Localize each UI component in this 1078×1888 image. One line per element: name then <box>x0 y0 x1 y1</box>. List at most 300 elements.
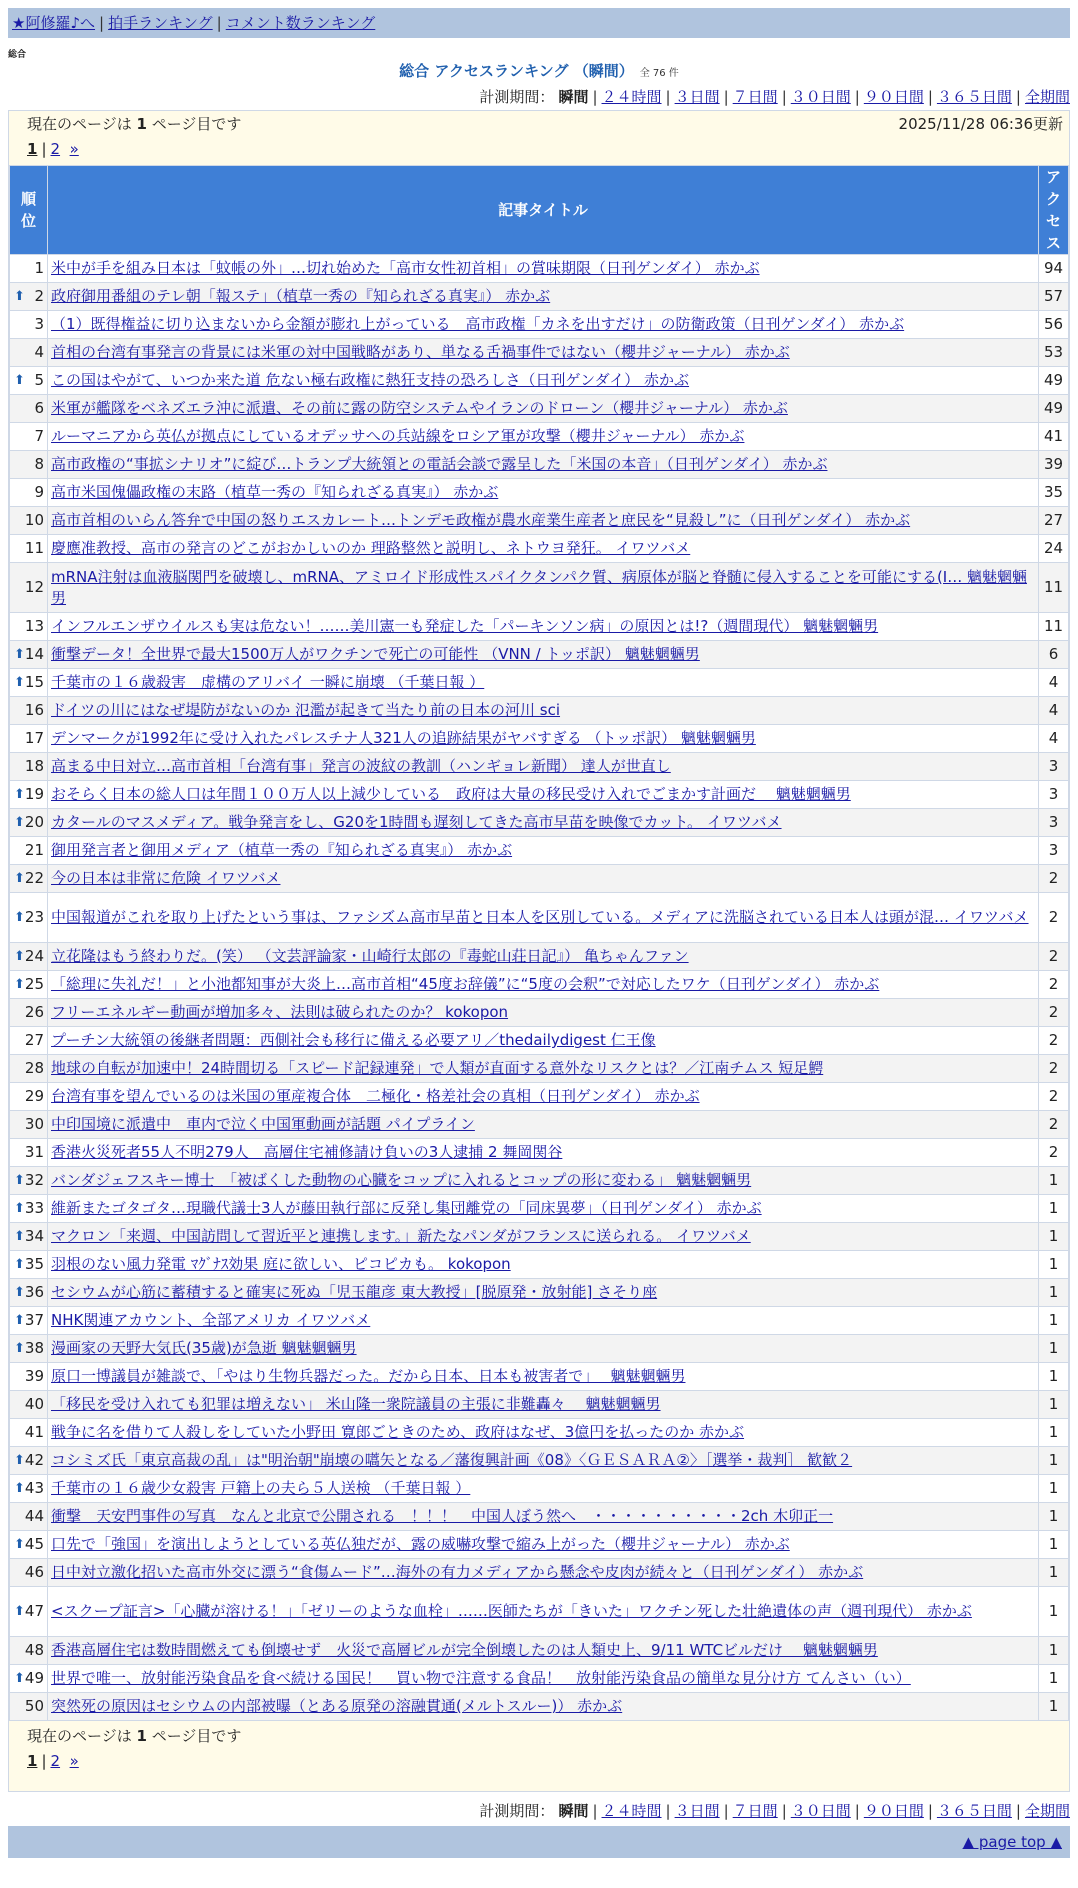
article-link[interactable]: おそらく日本の総人口は年間１００万人以上減少している 政府は大量の移民受け入れでごまかす計画だ 魑魅魍魎男 <box>51 785 851 803</box>
access-count: 57 <box>1039 283 1069 311</box>
article-link[interactable]: mRNA注射は血液脳関門を破壊し、mRNA、アミロイド形成性スパイクタンパク質、病原体が脳と脊髄に侵入することを可能にする(I… 魑魅魍魎男 <box>51 567 1027 607</box>
title-cell <box>48 1307 1039 1335</box>
article-link[interactable]: （1）既得権益に切り込まないから金額が膨れ上がっている 高市政権「カネを出すだけ」の防衛政策（日刊ゲンダイ） 赤かぶ <box>51 315 905 333</box>
rank-cell <box>10 1693 48 1721</box>
rank-cell <box>10 1083 48 1111</box>
rank-cell <box>10 311 48 339</box>
table-row <box>10 1055 1069 1083</box>
table-row <box>10 893 1069 943</box>
rank-cell <box>10 809 48 837</box>
title-cell <box>48 339 1039 367</box>
article-link[interactable]: バンダジェフスキー博士 「被ばくした動物の心臓をコップに入れるとコップの形に変わる」 魑魅魍魎男 <box>51 1171 752 1189</box>
page-info-bottom: 現在のページは 1 ページ目です <box>27 1727 242 1745</box>
article-link[interactable]: 中国報道がこれを取り上げたという事は、ファシズム高市早苗と日本人を区別している。メディアに洗脳されている日本人は頭が混… イワツバメ <box>51 908 1029 926</box>
page-footer <box>9 1721 1069 1775</box>
title-cell <box>48 311 1039 339</box>
rank-cell <box>10 563 48 613</box>
article-link[interactable]: ドイツの川にはなぜ堤防がないのか 氾濫が起きて当たり前の日本の河川 sci <box>51 701 561 719</box>
article-link[interactable]: 立花隆はもう終わりだ。(笑） （文芸評論家・山崎行太郎の『毒蛇山荘日記』） 亀ちゃんファン <box>51 947 689 965</box>
clap-ranking-link[interactable]: 拍手ランキング <box>108 14 213 32</box>
period-link-3d[interactable]: ３日間 <box>674 88 720 106</box>
title-cell <box>48 1363 1039 1391</box>
rank-up-arrow-icon: ⬆ <box>14 1481 25 1496</box>
rank-up-arrow-icon: ⬆ <box>14 1671 25 1686</box>
article-link[interactable]: 米軍が艦隊をベネズエラ沖に派遣、その前に露の防空システムやイランのドローン（櫻井ジャーナル） 赤かぶ <box>51 399 788 417</box>
table-row <box>10 753 1069 781</box>
rank-number: 17 <box>24 729 44 747</box>
title-cell <box>48 837 1039 865</box>
rank-number: 40 <box>24 1395 44 1413</box>
article-link[interactable]: 地球の自転が加速中！24時間切る「スピード記録連発」で人類が直面する意外なリスクとは？／江南チムス 短足鰐 <box>51 1059 824 1077</box>
table-row <box>10 613 1069 641</box>
title-cell <box>48 563 1039 613</box>
rank-number: 29 <box>24 1087 44 1105</box>
rank-cell <box>10 1111 48 1139</box>
period-link-24h[interactable]: ２４時間 <box>601 1802 662 1820</box>
period-link-7d[interactable]: ７日間 <box>732 88 778 106</box>
rank-cell <box>10 451 48 479</box>
article-link[interactable]: 中印国境に派遣中 車内で泣く中国軍動画が話題 パイプライン <box>51 1115 475 1133</box>
access-count: 1 <box>1039 1419 1069 1447</box>
article-link[interactable]: 日中対立激化招いた高市外交に漂う“食傷ムード”…海外の有力メディアから懸念や皮肉が続々と（日刊ゲンダイ） 赤かぶ <box>51 1563 864 1581</box>
rank-cell <box>10 1139 48 1167</box>
table-row <box>10 809 1069 837</box>
rank-up-arrow-icon: ⬆ <box>14 675 25 690</box>
title-cell <box>48 999 1039 1027</box>
rank-cell <box>10 669 48 697</box>
rank-up-arrow-icon: ⬆ <box>14 1229 25 1244</box>
rank-cell <box>10 1251 48 1279</box>
rank-cell <box>10 1307 48 1335</box>
rank-number: 33 <box>24 1199 44 1217</box>
rank-cell <box>10 479 48 507</box>
article-link[interactable]: 世界で唯一、放射能汚染食品を食べ続ける国民！ 買い物で注意する食品！ 放射能汚染食品の簡単な見分け方 てんさい（い） <box>51 1669 911 1687</box>
rank-cell <box>10 1637 48 1665</box>
article-link[interactable]: セシウムが心筋に蓄積すると確実に死ぬ「児玉龍彦 東大教授」[脱原発・放射能] さそり座 <box>51 1283 658 1301</box>
title-cell <box>48 943 1039 971</box>
table-row <box>10 1167 1069 1195</box>
table-row <box>10 1279 1069 1307</box>
title-cell <box>48 781 1039 809</box>
table-row <box>10 1531 1069 1559</box>
rank-up-arrow-icon: ⬆ <box>14 871 25 886</box>
table-row <box>10 1475 1069 1503</box>
article-link[interactable]: デンマークが1992年に受け入れたパレスチナ人321人の追跡結果がヤバすぎる （トッポ訳） 魑魅魍魎男 <box>51 729 756 747</box>
page-title-text: 総合 アクセスランキング （瞬間） <box>399 62 634 80</box>
page-header <box>9 111 1069 165</box>
table-row <box>10 697 1069 725</box>
article-link[interactable]: カタールのマスメディア。戦争発言をし、G20を1時間も遅刻してきた高市早苗を映像でカット。 イワツバメ <box>51 813 782 831</box>
rank-number: 26 <box>24 1003 44 1021</box>
table-row <box>10 669 1069 697</box>
category-label: 総合 <box>8 50 27 60</box>
rank-cell <box>10 507 48 535</box>
article-link[interactable]: 羽根のない風力発電 ﾏｸﾞﾅｽ効果 庭に欲しい、ピコピカも。 kokopon <box>51 1255 511 1273</box>
title-cell <box>48 809 1039 837</box>
rank-number: 24 <box>24 947 44 965</box>
title-cell <box>48 423 1039 451</box>
rank-cell <box>10 1223 48 1251</box>
article-link[interactable]: ルーマニアから英仏が拠点にしているオデッサへの兵站線をロシア軍が攻撃（櫻井ジャーナル） 赤かぶ <box>51 427 745 445</box>
rank-number: 2 <box>34 287 44 305</box>
rank-number: 47 <box>24 1602 44 1620</box>
rank-cell <box>10 1419 48 1447</box>
rank-number: 23 <box>24 908 44 926</box>
article-link[interactable]: 高まる中日対立…高市首相「台湾有事」発言の波紋の教訓（ハンギョレ新聞） 達人が世直し <box>51 757 671 775</box>
article-link[interactable]: 首相の台湾有事発言の背景には米軍の対中国戦略があり、単なる舌禍事件ではない（櫻井ジャーナル） 赤かぶ <box>51 343 790 361</box>
rank-number: 49 <box>24 1669 44 1687</box>
rank-up-arrow-icon: ⬆ <box>14 910 25 925</box>
access-count: 3 <box>1039 753 1069 781</box>
article-link[interactable]: 漫画家の天野大気氏(35歳)が急逝 魑魅魍魎男 <box>51 1339 357 1357</box>
ranking-rows <box>10 255 1069 1721</box>
title-cell <box>48 1195 1039 1223</box>
rank-number: 4 <box>34 343 44 361</box>
article-link[interactable]: この国はやがて、いつか来た道 危ない極右政権に熱狂支持の恐ろしさ（日刊ゲンダイ） 赤かぶ <box>51 371 690 389</box>
rank-number: 45 <box>24 1535 44 1553</box>
rank-cell <box>10 367 48 395</box>
rank-number: 3 <box>34 315 44 333</box>
article-link[interactable]: プーチン大統領の後継者問題：西側社会も移行に備える必要アリ／thedailydigest 仁王像 <box>51 1031 656 1049</box>
rank-cell <box>10 1559 48 1587</box>
access-count: 1 <box>1039 1587 1069 1637</box>
period-link-all[interactable]: 全期間 <box>1024 88 1070 106</box>
pager-page-2[interactable]: 2 <box>50 1752 61 1770</box>
table-row <box>10 725 1069 753</box>
rank-up-arrow-icon: ⬆ <box>14 289 25 304</box>
rank-number: 31 <box>24 1143 44 1161</box>
title-cell <box>48 1223 1039 1251</box>
access-count: 53 <box>1039 339 1069 367</box>
article-link[interactable]: 高市米国傀儡政権の末路（植草一秀の『知られざる真実』） 赤かぶ <box>51 483 499 501</box>
article-link[interactable]: 今の日本は非常に危険 イワツバメ <box>51 869 281 887</box>
rank-cell <box>10 837 48 865</box>
access-count: 4 <box>1039 669 1069 697</box>
access-count: 24 <box>1039 535 1069 563</box>
rank-up-arrow-icon: ⬆ <box>14 815 25 830</box>
access-count: 56 <box>1039 311 1069 339</box>
rank-cell <box>10 893 48 943</box>
page-number: 1 <box>136 115 147 133</box>
table-row <box>10 1637 1069 1665</box>
title-cell <box>48 451 1039 479</box>
nav-separator: | <box>216 14 222 32</box>
access-count: 2 <box>1039 865 1069 893</box>
access-count: 1 <box>1039 1447 1069 1475</box>
rank-number: 37 <box>24 1311 44 1329</box>
title-cell <box>48 1335 1039 1363</box>
title-cell <box>48 1251 1039 1279</box>
title-cell <box>48 479 1039 507</box>
access-count: 1 <box>1039 1503 1069 1531</box>
rank-up-arrow-icon: ⬆ <box>14 949 25 964</box>
pager-next[interactable]: » <box>69 1752 79 1770</box>
table-row <box>10 1693 1069 1721</box>
period-link-30d[interactable]: ３０日間 <box>790 1802 851 1820</box>
access-count: 2 <box>1039 1139 1069 1167</box>
access-count: 1 <box>1039 1195 1069 1223</box>
rank-number: 15 <box>24 673 44 691</box>
rank-up-arrow-icon: ⬆ <box>14 1537 25 1552</box>
rank-number: 27 <box>24 1031 44 1049</box>
rank-number: 11 <box>24 539 44 557</box>
period-link-24h[interactable]: ２４時間 <box>601 88 662 106</box>
article-link[interactable]: コシミズ氏「東京高裁の乱」は"明治朝"崩壊の嚆矢となる／藩復興計画《08》〈ＧＥＳＡＲＡ②〉［選挙・裁判］ 歓歓２ <box>51 1451 853 1469</box>
access-count: 1 <box>1039 1391 1069 1419</box>
article-link[interactable]: 香港火災死者55人不明279人 高層住宅補修請け負いの3人逮捕 2 舞岡関谷 <box>51 1143 563 1161</box>
rank-number: 30 <box>24 1115 44 1133</box>
period-link-365d[interactable]: ３６５日間 <box>936 88 1012 106</box>
title-cell <box>48 1503 1039 1531</box>
article-link[interactable]: 香港高層住宅は数時間燃えても倒壊せず 火災で高層ビルが完全倒壊したのは人類史上、9/11 WTCビルだけ 魑魅魍魎男 <box>51 1641 878 1659</box>
bottom-bar <box>8 1826 1070 1858</box>
title-cell <box>48 1391 1039 1419</box>
rank-up-arrow-icon: ⬆ <box>14 1341 25 1356</box>
rank-number: 44 <box>24 1507 44 1525</box>
home-link[interactable]: ★阿修羅♪へ <box>12 14 96 32</box>
rank-number: 42 <box>24 1451 44 1469</box>
access-count: 3 <box>1039 781 1069 809</box>
access-count: 2 <box>1039 1111 1069 1139</box>
title-cell <box>48 283 1039 311</box>
access-count: 1 <box>1039 1531 1069 1559</box>
article-link[interactable]: 突然死の原因はセシウムの内部被曝（とある原発の溶融貫通(メルトスルー)） 赤かぶ <box>51 1697 623 1715</box>
rank-cell <box>10 697 48 725</box>
rank-up-arrow-icon: ⬆ <box>14 647 25 662</box>
access-count: 1 <box>1039 1475 1069 1503</box>
table-row <box>10 865 1069 893</box>
table-row <box>10 1307 1069 1335</box>
article-link[interactable]: 千葉市の１６歳少女殺害 戸籍上の夫ら５人送検 （千葉日報 ） <box>51 1479 471 1497</box>
pager-top: 1 | 2 » <box>27 140 79 158</box>
article-link[interactable]: 「総理に失礼だ！」と小池都知事が大炎上…高市首相“45度お辞儀”に“5度の会釈”で対応したワケ（日刊ゲンダイ） 赤かぶ <box>51 975 880 993</box>
title-cell <box>48 1531 1039 1559</box>
access-count: 2 <box>1039 943 1069 971</box>
access-count: 1 <box>1039 1167 1069 1195</box>
period-selector-top: 計測期間： 瞬間 | ２４時間 | ３日間 | ７日間 | ３０日間 | ９０日間 | ３６５日間 | 全期間 <box>479 88 1070 106</box>
rank-up-arrow-icon: ⬆ <box>14 1201 25 1216</box>
article-link[interactable]: 「移民を受け入れても犯罪は増えない」 米山隆一衆院議員の主張に非難轟々 魑魅魍魎男 <box>51 1395 661 1413</box>
access-count: 2 <box>1039 971 1069 999</box>
access-count: 49 <box>1039 395 1069 423</box>
article-link[interactable]: 高市首相のいらん答弁で中国の怒りエスカレート…トンデモ政権が農水産業生産者と庶民を“見殺し”に（日刊ゲンダイ） 赤かぶ <box>51 511 911 529</box>
title-cell <box>48 1167 1039 1195</box>
table-row <box>10 1447 1069 1475</box>
access-count: 1 <box>1039 1637 1069 1665</box>
article-link[interactable]: 慶應准教授、高市の発言のどこがおかしいのか 理路整然と説明し、ネトウヨ発狂。 イワツバメ <box>51 539 691 557</box>
rank-number: 13 <box>24 617 44 635</box>
rank-number: 28 <box>24 1059 44 1077</box>
rank-number: 5 <box>34 371 44 389</box>
period-current: 瞬間 <box>558 1802 589 1820</box>
rank-cell <box>10 255 48 283</box>
rank-up-arrow-icon: ⬆ <box>14 787 25 802</box>
article-link[interactable]: 衝撃データ！全世界で最大1500万人がワクチンで死亡の可能性 （VNN / トッポ訳） 魑魅魍魎男 <box>51 645 700 663</box>
title-cell <box>48 753 1039 781</box>
rank-number: 25 <box>24 975 44 993</box>
article-link[interactable]: 米中が手を組み日本は「蚊帳の外」…切れ始めた「高市女性初首相」の賞味期限（日刊ゲンダイ） 赤かぶ <box>51 259 760 277</box>
access-count: 1 <box>1039 1665 1069 1693</box>
pager-next[interactable]: » <box>69 140 79 158</box>
title-cell <box>48 367 1039 395</box>
title-cell <box>48 1083 1039 1111</box>
title-cell <box>48 1139 1039 1167</box>
access-count: 4 <box>1039 725 1069 753</box>
table-row <box>10 641 1069 669</box>
article-link[interactable]: 衝撃 天安門事件の写真 なんと北京で公開される ！！！ 中国人ぼう然へ ・・・・・・・・・・2ch 木卯正一 <box>51 1507 834 1525</box>
rank-up-arrow-icon: ⬆ <box>14 373 25 388</box>
access-count: 1 <box>1039 1279 1069 1307</box>
rank-cell <box>10 535 48 563</box>
rank-number: 12 <box>24 578 44 596</box>
access-count: 1 <box>1039 1559 1069 1587</box>
access-count: 1 <box>1039 1223 1069 1251</box>
table-row <box>10 1335 1069 1363</box>
rank-number: 46 <box>24 1563 44 1581</box>
table-row <box>10 971 1069 999</box>
period-current: 瞬間 <box>558 88 589 106</box>
rank-cell <box>10 1279 48 1307</box>
page-top-link[interactable]: ▲ page top ▲ <box>962 1833 1062 1851</box>
rank-cell <box>10 1363 48 1391</box>
rank-number: 39 <box>24 1367 44 1385</box>
comment-ranking-link[interactable]: コメント数ランキング <box>225 14 376 32</box>
period-selector-bottom: 計測期間： 瞬間 | ２４時間 | ３日間 | ７日間 | ３０日間 | ９０日間 | ３６５日間 | 全期間 <box>479 1802 1070 1820</box>
rank-cell <box>10 613 48 641</box>
rank-number: 6 <box>34 399 44 417</box>
article-link[interactable]: フリーエネルギー動画が増加多々、法則は破られたのか？ kokopon <box>51 1003 509 1021</box>
rank-number: 9 <box>34 483 44 501</box>
rank-up-arrow-icon: ⬆ <box>14 1604 25 1619</box>
article-link[interactable]: 御用発言者と御用メディア（植草一秀の『知られざる真実』） 赤かぶ <box>51 841 513 859</box>
title-cell <box>48 865 1039 893</box>
access-count: 3 <box>1039 809 1069 837</box>
rank-number: 36 <box>24 1283 44 1301</box>
article-link[interactable]: 戦争に名を借りて人殺しをしていた小野田 寛郎ごときのため、政府はなぜ、3億円を払ったのか 赤かぶ <box>51 1423 745 1441</box>
title-cell <box>48 395 1039 423</box>
access-count: 1 <box>1039 1363 1069 1391</box>
table-row <box>10 563 1069 613</box>
table-row <box>10 1665 1069 1693</box>
article-link[interactable]: 政府御用番組のテレ朝「報ステ」（植草一秀の『知られざる真実』） 赤かぶ <box>51 287 551 305</box>
article-link[interactable]: 維新またゴタゴタ…現職代議士3人が藤田執行部に反発し集団離党の「同床異夢」（日刊ゲンダイ） 赤かぶ <box>51 1199 762 1217</box>
rank-cell <box>10 753 48 781</box>
rank-number: 16 <box>24 701 44 719</box>
article-link[interactable]: 千葉市の１６歳殺害 虚構のアリバイ 一瞬に崩壊 （千葉日報 ） <box>51 673 485 691</box>
title-cell <box>48 725 1039 753</box>
article-link[interactable]: NHK関連アカウント、全部アメリカ イワツバメ <box>51 1311 371 1329</box>
rank-cell <box>10 999 48 1027</box>
table-row <box>10 837 1069 865</box>
title-cell <box>48 613 1039 641</box>
ranking-table <box>9 165 1069 1721</box>
article-link[interactable]: 原口一博議員が雑談で、「やはり生物兵器だった。だから日本、日本も被害者で」 魑魅魍魎男 <box>51 1367 686 1385</box>
rank-number: 21 <box>24 841 44 859</box>
article-link[interactable]: 高市政権の“事拡シナリオ”に綻び…トランプ大統領との電話会談で露呈した「米国の本音」（日刊ゲンダイ） 赤かぶ <box>51 455 828 473</box>
rank-number: 7 <box>34 427 44 445</box>
rank-cell <box>10 971 48 999</box>
table-row <box>10 479 1069 507</box>
article-link[interactable]: インフルエンザウイルスも実は危ない！……美川憲一も発症した「パーキンソン病」の原因とは!?（週間現代） 魑魅魍魎男 <box>51 617 879 635</box>
title-cell <box>48 971 1039 999</box>
period-link-all[interactable]: 全期間 <box>1024 1802 1070 1820</box>
article-link[interactable]: 口先で「強国」を演出しようとしている英仏独だが、露の威嚇攻撃で縮み上がった（櫻井ジャーナル） 赤かぶ <box>51 1535 790 1553</box>
rank-cell <box>10 865 48 893</box>
table-row <box>10 999 1069 1027</box>
title-cell <box>48 1279 1039 1307</box>
rank-number: 50 <box>24 1697 44 1715</box>
ranking-panel <box>8 110 1070 1792</box>
article-link[interactable]: <スクープ証言>「心臓が溶ける！」「ゼリーのような血栓」……医師たちが「きいた」ワクチン死した壮絶遺体の声（週刊現代） 赤かぶ <box>51 1602 972 1620</box>
header-title: 記事タイトル <box>48 166 1039 255</box>
title-cell <box>48 641 1039 669</box>
rank-cell <box>10 1447 48 1475</box>
rank-number: 14 <box>24 645 44 663</box>
pager-current: 1 <box>27 1752 38 1770</box>
rank-number: 41 <box>24 1423 44 1441</box>
header-access: アクセス <box>1039 166 1069 255</box>
title-cell <box>48 1027 1039 1055</box>
article-link[interactable]: マクロン「来週、中国訪問して習近平と連携します。」新たなパンダがフランスに送られる。 イワツバメ <box>51 1227 751 1245</box>
period-link-3d[interactable]: ３日間 <box>674 1802 720 1820</box>
rank-number: 1 <box>34 259 44 277</box>
period-link-365d[interactable]: ３６５日間 <box>936 1802 1012 1820</box>
period-link-7d[interactable]: ７日間 <box>732 1802 778 1820</box>
access-count: 1 <box>1039 1251 1069 1279</box>
access-count: 3 <box>1039 837 1069 865</box>
rank-cell <box>10 781 48 809</box>
access-count: 27 <box>1039 507 1069 535</box>
rank-cell <box>10 339 48 367</box>
rank-cell <box>10 1335 48 1363</box>
rank-up-arrow-icon: ⬆ <box>14 1257 25 1272</box>
table-row <box>10 339 1069 367</box>
period-link-90d[interactable]: ９０日間 <box>863 88 924 106</box>
title-cell <box>48 1587 1039 1637</box>
title-cell <box>48 1665 1039 1693</box>
access-count: 2 <box>1039 893 1069 943</box>
rank-number: 20 <box>24 813 44 831</box>
table-row <box>10 1363 1069 1391</box>
rank-cell <box>10 943 48 971</box>
page-number: 1 <box>136 1727 147 1745</box>
access-count: 41 <box>1039 423 1069 451</box>
period-link-90d[interactable]: ９０日間 <box>863 1802 924 1820</box>
article-link[interactable]: 台湾有事を望んでいるのは米国の軍産複合体 二極化・格差社会の真相（日刊ゲンダイ） 赤かぶ <box>51 1087 700 1105</box>
title-cell <box>48 255 1039 283</box>
access-count: 11 <box>1039 613 1069 641</box>
rank-number: 18 <box>24 757 44 775</box>
rank-cell <box>10 1503 48 1531</box>
pager-page-2[interactable]: 2 <box>50 140 61 158</box>
rank-number: 32 <box>24 1171 44 1189</box>
table-row <box>10 1083 1069 1111</box>
rank-up-arrow-icon: ⬆ <box>14 977 25 992</box>
period-link-30d[interactable]: ３０日間 <box>790 88 851 106</box>
table-row <box>10 367 1069 395</box>
rank-up-arrow-icon: ⬆ <box>14 1453 25 1468</box>
page-title <box>8 61 1070 84</box>
table-row <box>10 1251 1069 1279</box>
table-row <box>10 1223 1069 1251</box>
total-count: 全 76 件 <box>639 68 679 79</box>
title-cell <box>48 1447 1039 1475</box>
access-count: 35 <box>1039 479 1069 507</box>
period-label: 計測期間： <box>479 88 555 106</box>
table-row <box>10 1391 1069 1419</box>
rank-number: 43 <box>24 1479 44 1497</box>
access-count: 1 <box>1039 1693 1069 1721</box>
